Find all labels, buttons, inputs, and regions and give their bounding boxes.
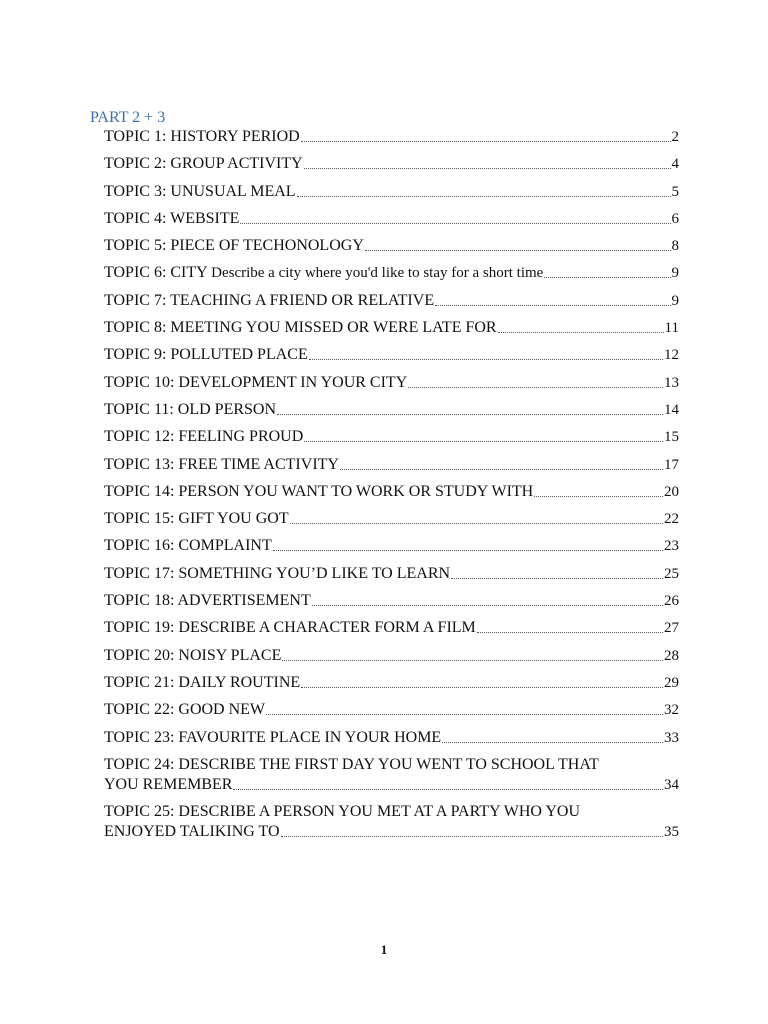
dot-leader [281, 836, 663, 837]
toc-entry[interactable] [104, 345, 679, 365]
toc-entry[interactable] [104, 564, 679, 584]
toc-entry-title: TOPIC 16: COMPLAINT [104, 537, 272, 555]
toc-entry-title: TOPIC 9: POLLUTED PLACE [104, 346, 308, 364]
toc-entry-page-number: 17 [664, 456, 679, 473]
toc-entry-page-number: 9 [671, 265, 679, 282]
toc-entry[interactable] [104, 373, 679, 393]
toc-entry-page-number: 29 [664, 674, 679, 691]
dot-leader [240, 223, 670, 224]
toc-entry-page-number: 22 [664, 511, 679, 528]
table-of-contents [104, 127, 679, 849]
toc-entry-title: TOPIC 14: PERSON YOU WANT TO WORK OR STUDY WITH [104, 482, 534, 500]
toc-entry[interactable] [104, 536, 679, 556]
toc-entry-page-number: 26 [664, 593, 679, 610]
toc-entry-page-number: 28 [664, 647, 679, 664]
toc-entry[interactable] [104, 427, 679, 447]
toc-entry-page-number: 23 [664, 538, 679, 555]
toc-entry-page-number: 25 [664, 565, 679, 582]
toc-entry-page-number: 12 [664, 347, 679, 364]
toc-entry[interactable] [104, 482, 679, 502]
toc-entry-title: TOPIC 1: HISTORY PERIOD [104, 128, 300, 145]
dot-leader [442, 742, 663, 743]
dot-leader [282, 660, 663, 661]
dot-leader [544, 277, 670, 278]
toc-entry-title: TOPIC 19: DESCRIBE A CHARACTER FORM A FILM [104, 619, 476, 637]
toc-entry[interactable] [104, 618, 679, 638]
dot-leader [301, 687, 663, 688]
toc-entry[interactable] [104, 591, 679, 611]
toc-entry-title: TOPIC 4: WEBSITE [104, 209, 240, 227]
toc-entry-page-number: 13 [664, 374, 679, 391]
toc-entry[interactable] [104, 400, 679, 420]
dot-leader [340, 469, 663, 470]
toc-entry-page-number: 15 [664, 429, 679, 446]
dot-leader [233, 789, 663, 790]
toc-entry-page-number: 9 [671, 292, 679, 309]
dot-leader [365, 250, 671, 251]
toc-entry-page-number: 32 [664, 702, 679, 719]
toc-entry[interactable] [104, 673, 679, 693]
toc-entry[interactable] [104, 318, 679, 338]
dot-leader [273, 550, 663, 551]
section-heading: PART 2 + 3 [90, 109, 166, 126]
dot-leader [277, 414, 663, 415]
toc-entry-title: TOPIC 11: OLD PERSON [104, 400, 277, 418]
dot-leader [266, 714, 663, 715]
toc-entry-page-number: 27 [664, 620, 679, 637]
dot-leader [435, 305, 670, 306]
toc-entry-page-number: 5 [671, 183, 679, 200]
dot-leader [534, 496, 663, 497]
toc-entry-title: TOPIC 21: DAILY ROUTINE [104, 673, 301, 691]
toc-entry[interactable] [104, 455, 679, 475]
dot-leader [290, 523, 663, 524]
toc-entry-title: TOPIC 6: CITY [104, 264, 212, 282]
toc-entry[interactable] [104, 154, 679, 174]
toc-entry-page-number: 6 [671, 210, 679, 227]
toc-entry-page-number: 20 [664, 483, 679, 500]
toc-entry-note: Describe a city where you'd like to stay for a short time [211, 265, 544, 282]
toc-entry-page-number: 8 [671, 238, 679, 255]
toc-entry-title: TOPIC 20: NOISY PLACE [104, 646, 282, 664]
toc-entry[interactable] [104, 236, 679, 256]
toc-entry-title: TOPIC 3: UNUSUAL MEAL [104, 182, 296, 200]
toc-entry-title: TOPIC 15: GIFT YOU GOT [104, 510, 289, 528]
toc-entry-title: TOPIC 13: FREE TIME ACTIVITY [104, 455, 339, 473]
toc-entry-title: TOPIC 17: SOMETHING YOU’D LIKE TO LEARN [104, 564, 451, 582]
toc-entry-title: TOPIC 23: FAVOURITE PLACE IN YOUR HOME [104, 728, 442, 746]
dot-leader [312, 605, 663, 606]
toc-entry[interactable] [104, 291, 679, 311]
dot-leader [451, 578, 663, 579]
toc-entry-title: ENJOYED TALIKING TO [104, 823, 280, 841]
toc-entry[interactable] [104, 728, 679, 748]
toc-entry-page-number: 4 [671, 156, 679, 173]
toc-entry-title: TOPIC 2: GROUP ACTIVITY [104, 155, 303, 173]
toc-entry-title: TOPIC 10: DEVELOPMENT IN YOUR CITY [104, 373, 408, 391]
toc-entry-title: TOPIC 7: TEACHING A FRIEND OR RELATIVE [104, 291, 435, 309]
dot-leader [309, 359, 663, 360]
toc-entry[interactable] [104, 182, 679, 202]
page-number: 1 [380, 942, 388, 957]
toc-entry-title: TOPIC 24: DESCRIBE THE FIRST DAY YOU WENT TO SCHOOL THAT [104, 755, 599, 773]
toc-entry-page-number: 33 [664, 729, 679, 746]
toc-entry[interactable] [104, 209, 679, 229]
toc-entry-page-number: 11 [664, 320, 679, 337]
toc-entry[interactable] [104, 646, 679, 666]
toc-entry-title: TOPIC 25: DESCRIBE A PERSON YOU MET AT A PARTY WHO YOU [104, 803, 581, 821]
dot-leader [408, 387, 663, 388]
dot-leader [498, 332, 664, 333]
dot-leader [304, 168, 671, 169]
dot-leader [301, 141, 671, 142]
dot-leader [297, 196, 671, 197]
toc-entry-title: TOPIC 8: MEETING YOU MISSED OR WERE LATE FOR [104, 319, 497, 337]
toc-entry-title: TOPIC 12: FEELING PROUD [104, 428, 304, 446]
toc-entry-page-number: 14 [664, 401, 679, 418]
toc-entry-title: TOPIC 18: ADVERTISEMENT [104, 592, 311, 610]
toc-entry[interactable] [104, 509, 679, 529]
toc-entry-page-number: 35 [664, 824, 679, 841]
toc-entry[interactable] [104, 263, 679, 283]
toc-entry-title-group [104, 263, 543, 283]
toc-entry-title: TOPIC 22: GOOD NEW [104, 701, 266, 719]
toc-entry-page-number: 2 [671, 129, 679, 145]
toc-entry[interactable] [104, 127, 679, 147]
toc-entry-title: TOPIC 5: PIECE OF TECHONOLOGY [104, 237, 364, 255]
toc-entry-title: YOU REMEMBER [104, 775, 233, 793]
dot-leader [304, 441, 663, 442]
toc-entry[interactable] [104, 802, 679, 842]
toc-entry[interactable] [104, 755, 679, 795]
toc-entry[interactable] [104, 700, 679, 720]
dot-leader [477, 632, 663, 633]
toc-entry-page-number: 34 [664, 776, 679, 793]
